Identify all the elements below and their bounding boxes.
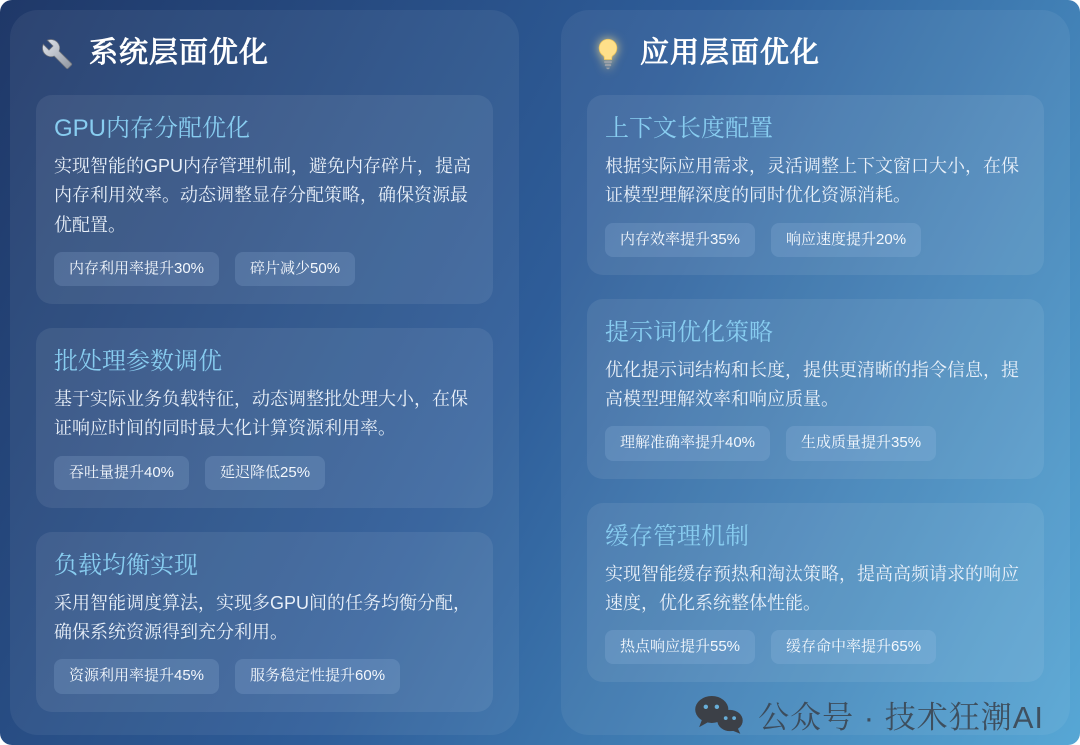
panel-title: 系统层面优化 [89,37,270,69]
card-description: 优化提示词结构和长度，提供更清晰的指令信息，提高模型理解效率和响应质量。 [605,360,1019,410]
badge-row [605,630,1026,664]
metric-badge: 缓存命中率提升65% [771,630,936,664]
card-load-balancing [36,532,493,712]
panel-application-header [591,34,1044,73]
card-description: 基于实际业务负载特征，动态调整批处理大小，在保证响应时间的同时最大化计算资源利用率。 [54,389,468,439]
lightbulb-icon [591,37,625,71]
badge-row [605,426,1026,460]
card-title: 上下文长度配置 [605,115,773,143]
panel-title: 应用层面优化 [640,37,821,69]
metric-badge: 服务稳定性提升60% [235,659,400,693]
metric-badge: 资源利用率提升45% [54,659,219,693]
wrench-icon [40,37,74,71]
panel-system [10,10,519,735]
card-batch-parameter-tuning [36,328,493,508]
metric-badge: 响应速度提升20% [771,223,921,257]
wechat-icon [693,694,745,736]
metric-badge: 吞吐量提升40% [54,456,189,490]
card-title: 提示词优化策略 [605,318,773,346]
badge-row [54,659,475,693]
card-title: 批处理参数调优 [54,348,222,376]
card-description: 实现智能的GPU内存管理机制，避免内存碎片，提高内存利用效率。动态调整显存分配策略，确保资源最优配置。 [54,156,472,235]
card-title: 负载均衡实现 [54,551,198,579]
metric-badge: 碎片减少50% [235,252,355,286]
card-gpu-memory-optimization [36,95,493,304]
panel-application [561,10,1070,735]
card-title: GPU内存分配优化 [54,115,251,143]
badge-row [54,456,475,490]
card-description: 根据实际应用需求，灵活调整上下文窗口大小，在保证模型理解深度的同时优化资源消耗。 [605,156,1019,206]
card-context-length-config [587,95,1044,275]
metric-badge: 内存效率提升35% [605,223,755,257]
badge-row [54,252,475,286]
watermark-text: 公众号 · 技术狂潮AI [758,700,1044,735]
card-cache-management [587,503,1044,683]
metric-badge: 内存利用率提升30% [54,252,219,286]
card-prompt-optimization [587,299,1044,479]
card-description: 实现智能缓存预热和淘汰策略，提高高频请求的响应速度，优化系统整体性能。 [605,563,1019,613]
badge-row [605,223,1026,257]
metric-badge: 延迟降低25% [205,456,325,490]
metric-badge: 热点响应提升55% [605,630,755,664]
metric-badge: 理解准确率提升40% [605,426,770,460]
card-title: 缓存管理机制 [605,522,749,550]
watermark [693,692,1044,737]
card-description: 采用智能调度算法，实现多GPU间的任务均衡分配，确保系统资源得到充分利用。 [54,592,472,643]
metric-badge: 生成质量提升35% [786,426,936,460]
panel-system-header [40,34,493,73]
